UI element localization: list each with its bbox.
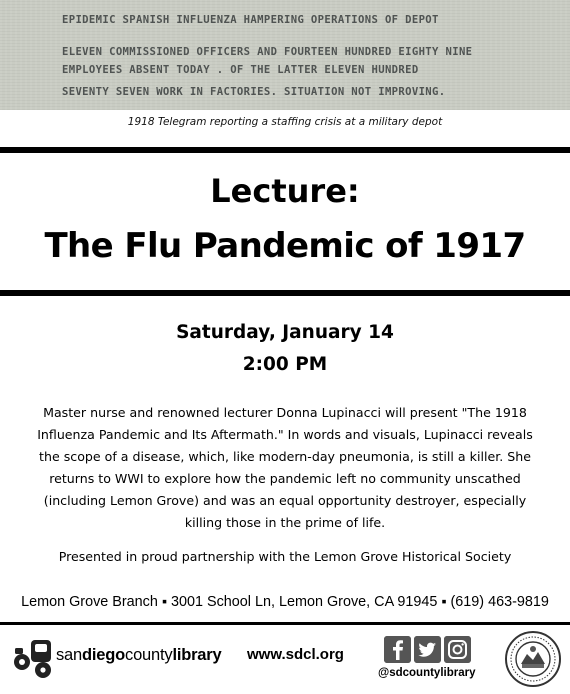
- brand-part: san: [56, 646, 83, 664]
- social-handle[interactable]: @sdcountylibrary: [378, 667, 476, 679]
- telegram-line: EPIDEMIC SPANISH INFLUENZA HAMPERING OPERATIONS OF DEPOT: [62, 14, 439, 26]
- bottom-divider: [0, 290, 570, 296]
- branch-address: Lemon Grove Branch ▪ 3001 School Ln, Lemon Grove, CA 91945 ▪ (619) 463-9819: [21, 594, 549, 610]
- brand-part: library: [172, 646, 222, 664]
- telegram-line: ELEVEN COMMISSIONED OFFICERS AND FOURTEEN HUNDRED EIGHTY NINE: [62, 46, 473, 58]
- county-seal-icon: [504, 630, 562, 688]
- telegram-line: EMPLOYEES ABSENT TODAY . OF THE LATTER ELEVEN HUNDRED: [62, 64, 419, 76]
- description-line: the scope of a disease, which, like modern-day pneumonia, is still a killer. She: [39, 449, 531, 464]
- telegram-image: [0, 0, 570, 110]
- description-line: Influenza Pandemic and Its Aftermath." In words and visuals, Lupinacci reveals: [37, 427, 533, 442]
- instagram-icon[interactable]: [444, 636, 471, 663]
- facebook-icon[interactable]: [384, 636, 411, 663]
- top-divider: [0, 147, 570, 153]
- description-line: (including Lemon Grove) and was an equal opportunity destroyer, especially: [43, 493, 527, 508]
- footer-divider: [0, 622, 570, 625]
- brand-part: diego: [82, 646, 126, 664]
- description-line: killing those in the prime of life.: [184, 515, 386, 530]
- twitter-icon[interactable]: [414, 636, 441, 663]
- telegram-line: SEVENTY SEVEN WORK IN FACTORIES. SITUATION NOT IMPROVING.: [62, 86, 446, 98]
- title-line-1: Lecture:: [210, 172, 360, 210]
- brand-part: county: [125, 646, 173, 664]
- telegram-caption: 1918 Telegram reporting a staffing crisis at a military depot: [127, 116, 443, 128]
- partnership-note: Presented in proud partnership with the Lemon Grove Historical Society: [58, 549, 512, 564]
- title-line-2: The Flu Pandemic of 1917: [44, 226, 526, 266]
- library-brand: [56, 646, 221, 665]
- description-line: Master nurse and renowned lecturer Donna Lupinacci will present "The 1918: [43, 405, 527, 420]
- website-link[interactable]: www.sdcl.org: [247, 646, 344, 663]
- event-date: Saturday, January 14: [176, 322, 394, 343]
- event-time: 2:00 PM: [242, 354, 328, 375]
- library-logo-icon: [12, 636, 56, 680]
- description-line: returns to WWI to explore how the pandemic left no community unscathed: [49, 471, 521, 486]
